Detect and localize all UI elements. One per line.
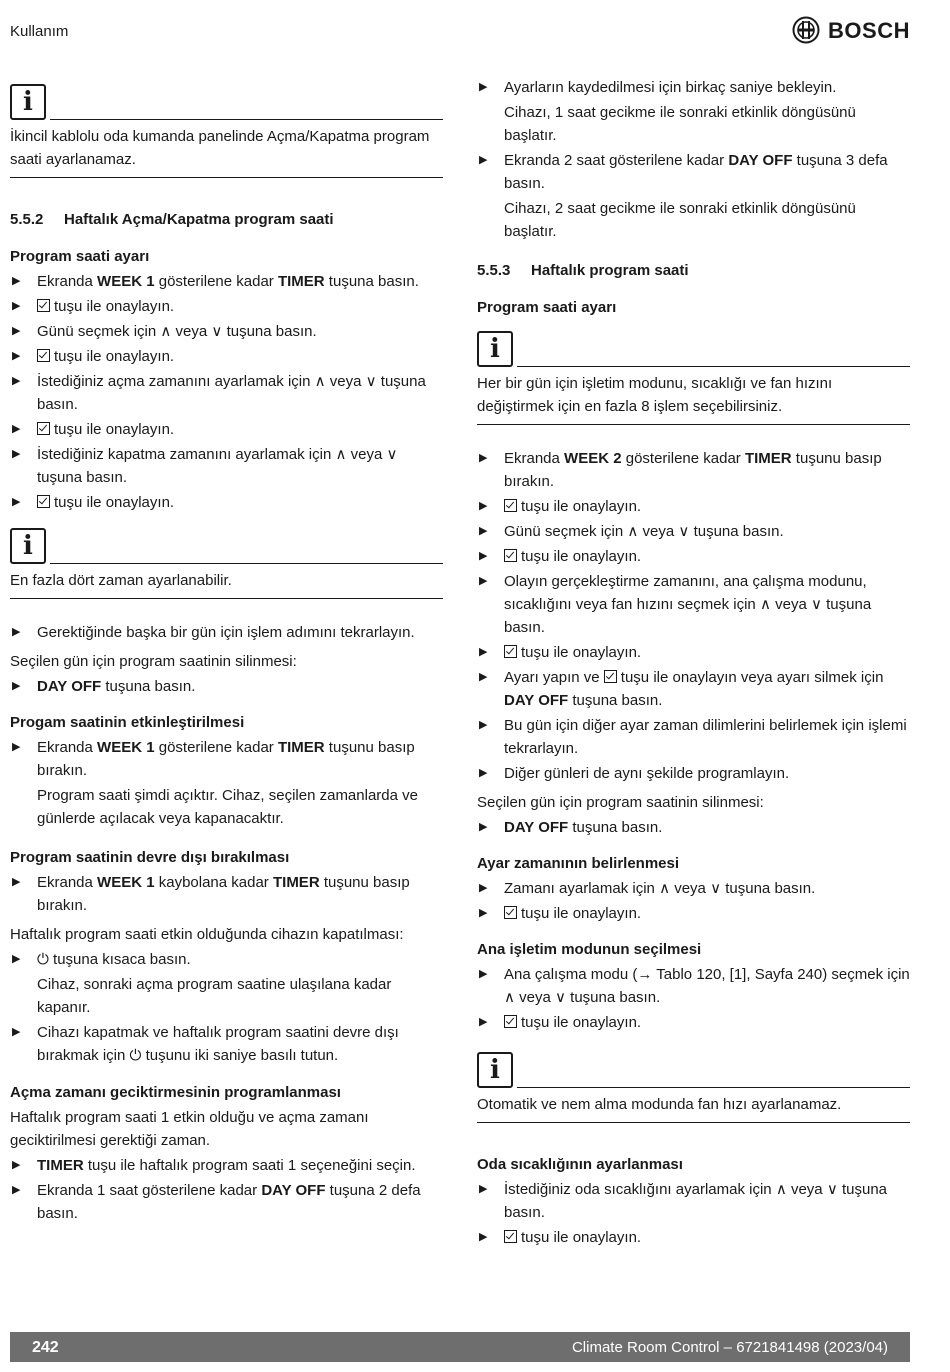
list-item: ▶ Cihazı kapatmak ve haftalık program saatini devre dışı bırakmak için ⏻ tuşunu iki saniye basılı tutun. (10, 1021, 443, 1067)
bullet-icon: ▶ (12, 953, 21, 965)
step-list (10, 675, 443, 698)
bullet-icon: ▶ (12, 496, 21, 508)
list-item: ▶ Bu gün için diğer ayar zaman dilimlerini belirlemek için işlemi tekrarlayın. (477, 714, 910, 760)
step-list (477, 816, 910, 839)
info-icon: i (10, 84, 46, 120)
document-info: Climate Room Control – 6721841498 (2023/04) (571, 1338, 888, 1356)
step-list (10, 1154, 443, 1225)
step-list (10, 948, 443, 971)
running-header: Kullanım (10, 23, 69, 40)
bullet-icon: ▶ (479, 719, 488, 731)
list-item: ▶ tuşu ile onaylayın. (477, 545, 910, 568)
bullet-icon: ▶ (12, 325, 21, 337)
list-item: ▶ Gerektiğinde başka bir gün için işlem adımını tekrarlayın. (10, 621, 443, 644)
bullet-icon: ▶ (12, 741, 21, 753)
power-icon: ⏻ (37, 951, 49, 968)
note-text: İkincil kablolu oda kumanda panelinde Açma/Kapatma program saati ayarlanamaz. (10, 120, 443, 178)
list-item: ▶ tuşu ile onaylayın. (477, 902, 910, 925)
list-item: ▶ DAY OFF tuşuna basın. (477, 816, 910, 839)
checkmark-icon (504, 549, 517, 562)
down-arrow-icon: ∨ (826, 1181, 838, 1198)
bullet-icon: ▶ (12, 876, 21, 888)
paragraph: Cihazı, 1 saat gecikme ile sonraki etkinlik döngüsünü başlatır. (504, 104, 856, 144)
down-arrow-icon: ∨ (810, 596, 822, 613)
bullet-icon: ▶ (12, 375, 21, 387)
list-item: ▶ İstediğiniz kapatma zamanını ayarlamak için ∧ veya ∨ tuşuna basın. (10, 443, 443, 489)
info-note (10, 84, 443, 178)
right-column (477, 74, 910, 1251)
down-arrow-icon: ∨ (386, 446, 398, 463)
bullet-icon: ▶ (12, 448, 21, 460)
step-list (477, 1178, 910, 1249)
bullet-icon: ▶ (479, 550, 488, 562)
down-arrow-icon: ∨ (555, 989, 566, 1006)
checkmark-icon (37, 349, 50, 362)
bullet-icon: ▶ (12, 350, 21, 362)
subheading: Program saati ayarı (477, 299, 617, 316)
list-item: ▶ tuşu ile onaylayın. (477, 1226, 910, 1249)
subheading: Açma zamanı geciktirmesinin programlanması (10, 1084, 341, 1101)
info-icon: i (477, 1052, 513, 1088)
left-column (10, 74, 443, 1227)
paragraph: Haftalık program saati etkin olduğunda cihazın kapatılması: (10, 926, 404, 943)
list-item: ▶ İstediğiniz açma zamanını ayarlamak için ∧ veya ∨ tuşuna basın. (10, 370, 443, 416)
bullet-icon: ▶ (479, 1231, 488, 1243)
checkmark-icon (504, 499, 517, 512)
step-list (10, 270, 443, 514)
arrow-right-icon: → (637, 966, 653, 983)
step-list (10, 1021, 443, 1067)
bullet-icon: ▶ (479, 525, 488, 537)
power-icon: ⏻ (129, 1047, 142, 1064)
checkmark-icon (504, 906, 517, 919)
bullet-icon: ▶ (479, 81, 488, 93)
note-text: En fazla dört zaman ayarlanabilir. (10, 564, 443, 599)
bullet-icon: ▶ (12, 626, 21, 638)
list-item: ▶ Ekranda 1 saat gösterilene kadar DAY OFF tuşuna 2 defa basın. (10, 1179, 443, 1225)
bullet-icon: ▶ (479, 646, 488, 658)
info-note (477, 331, 910, 425)
list-item: ▶ Ayarı yapın ve tuşu ile onaylayın veya ayarı silmek için DAY OFF tuşuna basın. (477, 666, 910, 712)
list-item: ▶ Diğer günleri de aynı şekilde programlayın. (477, 762, 910, 785)
list-item: ▶ ⏻ tuşuna kısaca basın. (10, 948, 443, 971)
bullet-icon: ▶ (479, 671, 488, 683)
step-list (477, 447, 910, 785)
step-list (10, 871, 443, 917)
bullet-icon: ▶ (479, 575, 488, 587)
step-list (477, 76, 910, 99)
list-item: ▶ TIMER tuşu ile haftalık program saati 1 seçeneğini seçin. (10, 1154, 443, 1177)
bullet-icon: ▶ (479, 452, 488, 464)
down-arrow-icon: ∨ (678, 523, 690, 540)
checkmark-icon (37, 299, 50, 312)
list-item: ▶ Ayarların kaydedilmesi için birkaç saniye bekleyin. (477, 76, 910, 99)
up-arrow-icon: ∧ (759, 596, 771, 613)
bullet-icon: ▶ (479, 907, 488, 919)
bullet-icon: ▶ (479, 500, 488, 512)
list-item: ▶ Günü seçmek için ∧ veya ∨ tuşuna basın. (10, 320, 443, 343)
list-item: ▶ Ekranda 2 saat gösterilene kadar DAY OFF tuşuna 3 defa basın. (477, 149, 910, 195)
bullet-icon: ▶ (479, 154, 488, 166)
checkmark-icon (604, 670, 617, 683)
down-arrow-icon: ∨ (710, 880, 722, 897)
bullet-icon: ▶ (12, 275, 21, 287)
paragraph: Seçilen gün için program saatinin silinmesi: (10, 653, 297, 670)
info-note (477, 1052, 910, 1123)
info-icon: i (10, 528, 46, 564)
list-item: ▶ tuşu ile onaylayın. (10, 345, 443, 368)
section-heading: 5.5.3 Haftalık program saati (477, 262, 689, 279)
subheading: Ana işletim modunun seçilmesi (477, 941, 702, 958)
bullet-icon: ▶ (479, 1016, 488, 1028)
bosch-armature-icon (792, 16, 820, 44)
paragraph: Seçilen gün için program saatinin silinmesi: (477, 794, 764, 811)
note-text: Her bir gün için işletim modunu, sıcaklığı ve fan hızını değiştirmek için en fazla 8 işlem seçebilirsiniz. (477, 367, 910, 425)
list-item: ▶ tuşu ile onaylayın. (477, 641, 910, 664)
up-arrow-icon: ∧ (627, 523, 639, 540)
list-item: ▶ Ekranda WEEK 1 kaybolana kadar TIMER tuşunu basıp bırakın. (10, 871, 443, 917)
subheading: Program saatinin devre dışı bırakılması (10, 849, 290, 866)
list-item: ▶ tuşu ile onaylayın. (477, 495, 910, 518)
checkmark-icon (504, 645, 517, 658)
page-number: 242 (32, 1338, 59, 1356)
brand-name: BOSCH (828, 17, 910, 43)
paragraph: Haftalık program saati 1 etkin olduğu ve açma zamanı geciktirilmesi gerektiği zaman. (10, 1109, 369, 1149)
up-arrow-icon: ∧ (314, 373, 326, 390)
subheading: Program saati ayarı (10, 248, 150, 265)
list-item: ▶ Ekranda WEEK 1 gösterilene kadar TIMER tuşunu basıp bırakın. (10, 736, 443, 782)
list-item: ▶ Günü seçmek için ∧ veya ∨ tuşuna basın. (477, 520, 910, 543)
paragraph: Cihazı, 2 saat gecikme ile sonraki etkinlik döngüsünü başlatır. (504, 200, 856, 240)
paragraph: Program saati şimdi açıktır. Cihaz, seçilen zamanlarda ve günlerde açılacak veya kapanacaktır. (37, 787, 418, 827)
bullet-icon: ▶ (12, 423, 21, 435)
info-icon: i (477, 331, 513, 367)
bullet-icon: ▶ (479, 767, 488, 779)
paragraph: Cihaz, sonraki açma program saatine ulaşılana kadar kapanır. (37, 976, 392, 1016)
list-item: ▶ DAY OFF tuşuna basın. (10, 675, 443, 698)
step-list (477, 963, 910, 1034)
list-item: ▶ Ekranda WEEK 1 gösterilene kadar TIMER tuşuna basın. (10, 270, 443, 293)
step-list (477, 877, 910, 925)
checkmark-icon (37, 422, 50, 435)
section-heading: 5.5.2 Haftalık Açma/Kapatma program saati (10, 211, 334, 228)
down-arrow-icon: ∨ (365, 373, 377, 390)
list-item: ▶ tuşu ile onaylayın. (477, 1011, 910, 1034)
list-item: ▶ tuşu ile onaylayın. (10, 295, 443, 318)
subheading: Progam saatinin etkinleştirilmesi (10, 714, 245, 731)
list-item: ▶ tuşu ile onaylayın. (10, 418, 443, 441)
step-list (10, 736, 443, 782)
checkmark-icon (504, 1015, 517, 1028)
checkmark-icon (37, 495, 50, 508)
list-item: ▶ tuşu ile onaylayın. (10, 491, 443, 514)
up-arrow-icon: ∧ (504, 989, 515, 1006)
list-item: ▶ Olayın gerçekleştirme zamanını, ana çalışma modunu, sıcaklığını veya fan hızını seçmek için ∧ veya ∨ tuşuna basın. (477, 570, 910, 639)
list-item: ▶ Zamanı ayarlamak için ∧ veya ∨ tuşuna basın. (477, 877, 910, 900)
down-arrow-icon: ∨ (211, 323, 223, 340)
bullet-icon: ▶ (479, 821, 488, 833)
bullet-icon: ▶ (479, 968, 488, 980)
checkmark-icon (504, 1230, 517, 1243)
subheading: Ayar zamanının belirlenmesi (477, 855, 680, 872)
bullet-icon: ▶ (12, 1026, 21, 1038)
up-arrow-icon: ∧ (335, 446, 347, 463)
page-footer (10, 1332, 910, 1362)
note-text: Otomatik ve nem alma modunda fan hızı ayarlanamaz. (477, 1088, 910, 1123)
list-item: ▶ Ekranda WEEK 2 gösterilene kadar TIMER tuşunu basıp bırakın. (477, 447, 910, 493)
subheading: Oda sıcaklığının ayarlanması (477, 1156, 683, 1173)
bullet-icon: ▶ (479, 1183, 488, 1195)
bullet-icon: ▶ (479, 882, 488, 894)
list-item: ▶ Ana çalışma modu (→ Tablo 120, [1], Sayfa 240) seçmek için ∧ veya ∨ tuşuna basın. (477, 963, 910, 1009)
bosch-logo (792, 16, 910, 44)
list-item: ▶ İstediğiniz oda sıcaklığını ayarlamak için ∧ veya ∨ tuşuna basın. (477, 1178, 910, 1224)
up-arrow-icon: ∧ (160, 323, 172, 340)
bullet-icon: ▶ (12, 1159, 21, 1171)
bullet-icon: ▶ (12, 300, 21, 312)
info-note (10, 528, 443, 599)
bullet-icon: ▶ (12, 1184, 21, 1196)
up-arrow-icon: ∧ (659, 880, 671, 897)
bullet-icon: ▶ (12, 680, 21, 692)
step-list (477, 149, 910, 195)
up-arrow-icon: ∧ (775, 1181, 787, 1198)
step-list (10, 621, 443, 644)
